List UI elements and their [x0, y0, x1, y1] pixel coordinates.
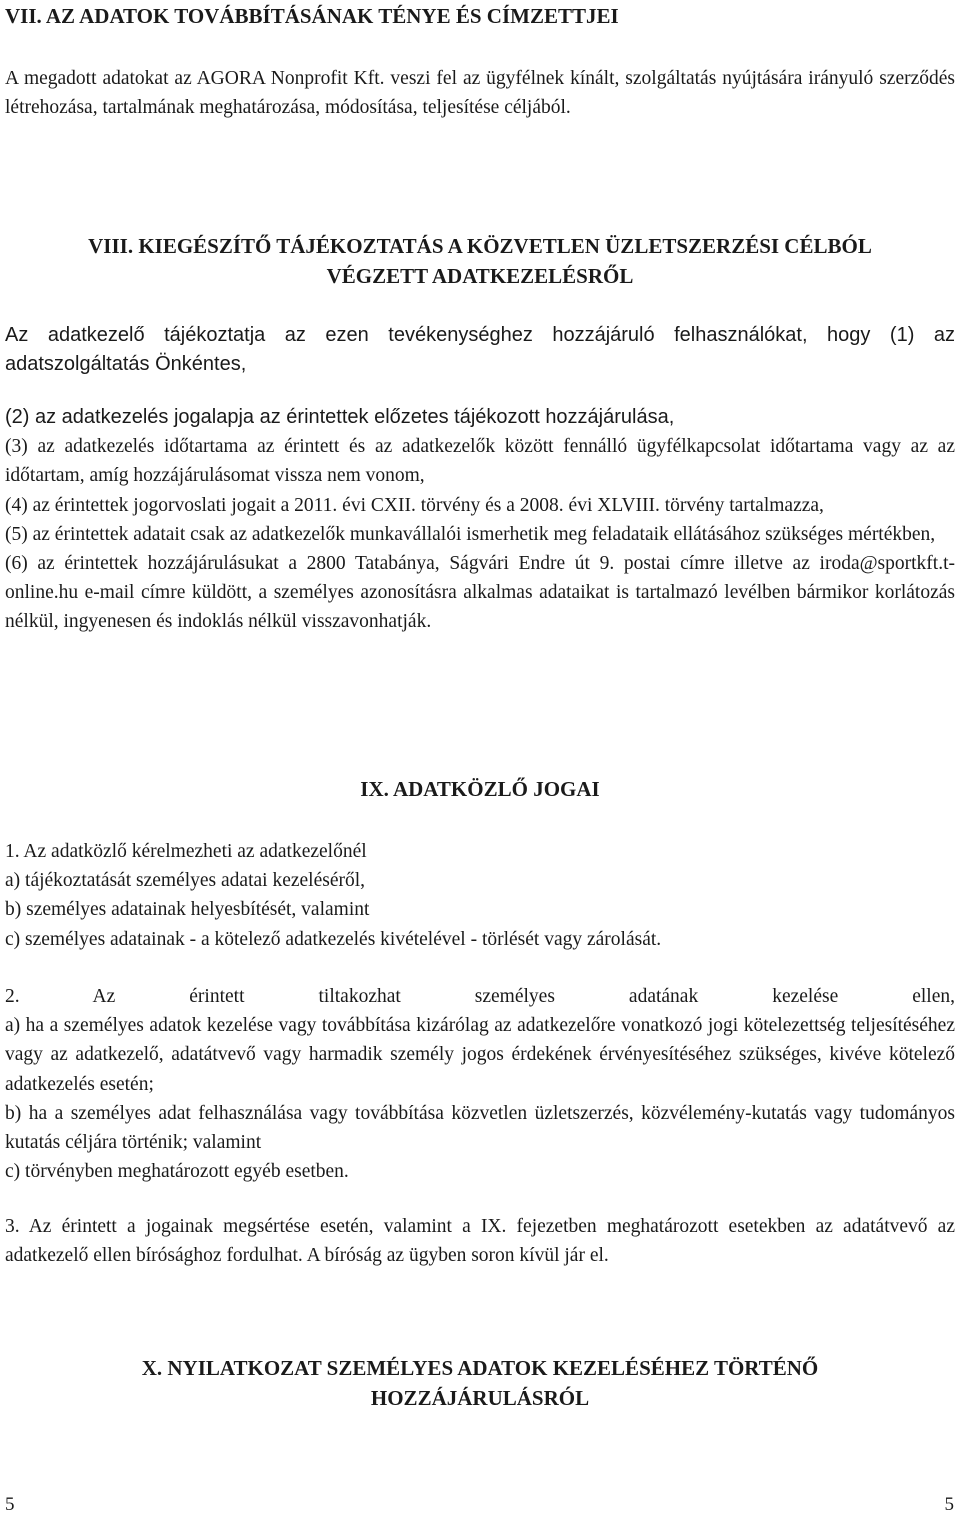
section-9-point-3: 3. Az érintett a jogainak megsértése esetén, valamint a IX. fejezetben meghatározott esetekben az adatátvevő az adatkezelő ellen bírósághoz fordulhat. A bíróság az ügyben soron kívül jár el. [5, 1216, 955, 1267]
point-1-lead: 1. Az adatközlő kérelmezheti az adatkezelőnél [5, 841, 367, 862]
page-number-left: 5 [5, 1494, 15, 1515]
point-2-c: c) törvényben meghatározott egyéb esetben. [5, 1161, 349, 1183]
point-2-b: b) ha a személyes adat felhasználása vagy továbbítása közvetlen üzletszerzés, közvélemény-kutatás vagy tudományos kutatás céljára történik; valamint [5, 1102, 955, 1154]
section-10-title-line-1: X. NYILATKOZAT SZEMÉLYES ADATOK KEZELÉSÉHEZ TÖRTÉNŐ [141, 1356, 819, 1380]
section-7-title: VII. AZ ADATOK TOVÁBBÍTÁSÁNAK TÉNYE ÉS CÍMZETTJEI [5, 4, 619, 28]
point-2-lead: 2. Az érintett tiltakozhat személyes adatának kezelése ellen, [5, 986, 955, 1007]
section-8-item-3: (3) az adatkezelés időtartama az érintett és az adatkezelők között fennálló ügyfélkapcsolat időtartama vagy az az időtartam, amíg hozzájárulásomat vissza nem vonom, [5, 436, 955, 487]
point-1-c: c) személyes adatainak - a kötelező adatkezelés kivételével - törlését vagy zárolását. [5, 928, 662, 950]
section-8-intro: Az adatkezelő tájékoztatja az ezen tevékenységhez hozzájáruló felhasználókat, hogy (1) az adatszolgáltatás Önkéntes, [5, 324, 955, 376]
section-8-item-4: (4) az érintettek jogorvoslati jogait a 2011. évi CXII. törvény és a 2008. évi XLVIII. törvény tartalmazza, [5, 494, 824, 516]
point-1-b: b) személyes adatainak helyesbítését, valamint [5, 899, 370, 921]
section-10-title [5, 1353, 955, 1413]
section-10-title-line-2: HOZZÁJÁRULÁSRÓL [370, 1386, 590, 1410]
page-number-right: 5 [944, 1494, 954, 1515]
section-8-title-line-1: VIII. KIEGÉSZÍTŐ TÁJÉKOZTATÁS A KÖZVETLEN ÜZLETSZERZÉSI CÉLBÓL [88, 234, 872, 258]
section-9-title: IX. ADATKÖZLŐ JOGAI [360, 777, 600, 801]
section-8-item-5: (5) az érintettek adatait csak az adatkezelők munkavállalói ismerhetik meg feladataik ellátásához szükséges mértékben, [5, 523, 936, 545]
section-8-item-6: (6) az érintettek hozzájárulásukat a 2800 Tatabánya, Ságvári Endre út 9. postai címre illetve az iroda@sportkft.t-online.hu e-mail címre küldött, a személyes azonosításra alkalmas adataikat is tartalmazó levélben bármikor korlátozás nélkül, ingyenesen és indoklás nélkül visszavonhatják. [5, 553, 955, 633]
section-9-point-2 [5, 982, 955, 1186]
section-7-paragraph: A megadott adatokat az AGORA Nonprofit Kft. veszi fel az ügyfélnek kínált, szolgáltatás nyújtására irányuló szerződés létrehozása, tartalmának meghatározása, módosítása, teljesítése céljából. [5, 68, 955, 119]
section-8-item-2: (2) az adatkezelés jogalapja az érintettek előzetes tájékozott hozzájárulása, [5, 406, 675, 428]
section-8-items [5, 403, 955, 637]
point-2-a: a) ha a személyes adatok kezelése vagy továbbítása kizárólag az adatkezelőre vonatkozó jogi kötelezettség teljesítéséhez vagy az adatkezelő, adatátvevő vagy harmadik személy jogos érdekének érvényesítéséhez szükséges, kivéve kötelező adatkezelés esetén; [5, 1015, 955, 1095]
section-9-point-1 [5, 837, 955, 954]
section-8-title-line-2: VÉGZETT ADATKEZELÉSRŐL [326, 264, 634, 288]
point-1-a: a) tájékoztatását személyes adatai kezeléséről, [5, 870, 366, 892]
section-8-title [5, 231, 955, 291]
